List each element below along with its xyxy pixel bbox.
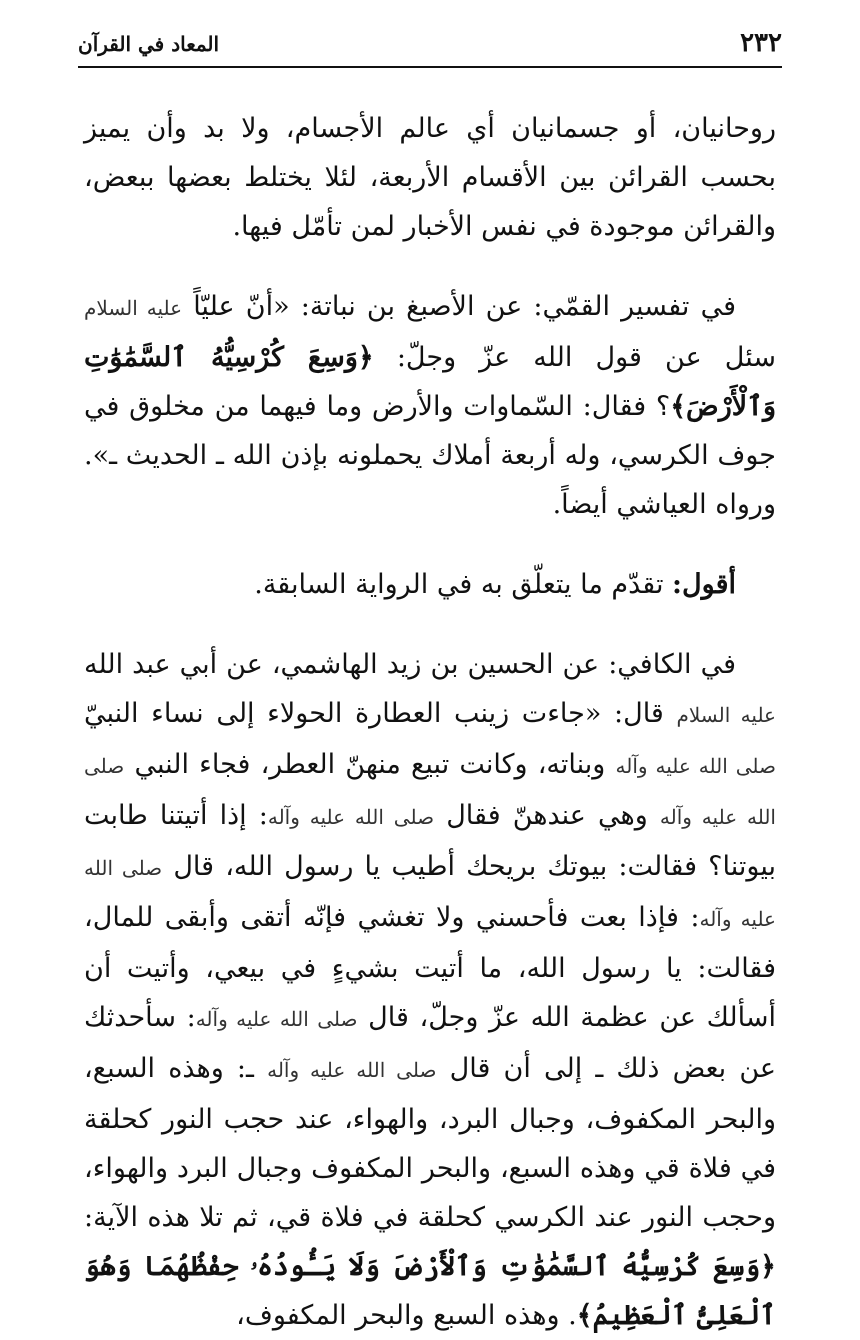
quran-verse: ﴿وَسِعَ كُرْسِيُّهُ ٱلسَّمَٰوَٰتِ وَٱلْأَرْضَ وَلَا يَـُٔودُهُۥ حِفْظُهُمَا وَهُوَ ٱلْعَلِىُّ ٱلْعَظِيمُ﴾ <box>84 1251 776 1331</box>
text-segment: : سأحدثك عن بعض ذلك ـ إلى أن قال <box>84 1002 776 1084</box>
text-segment: ـ: وهذه السبع، والبحر المكفوف، وجبال البرد، والهواء، عند حجب النور كحلقة في فلاة قي وهذه السبع، والبحر المكفوف وجبال البرد والهواء، وحجب النور عند الكرسي كحلقة في فلاة قي، ثم تلا هذه الآية: <box>84 1053 776 1233</box>
text-segment: وبناته، وكانت تبيع منهنّ العطر، فجاء النبي <box>134 749 606 780</box>
honorific-seal: صلى الله عليه وآله <box>195 1007 358 1031</box>
quran-verse: ﴿وَسِعَ كُرْسِيُّهُ ٱلسَّمَٰوَٰتِ وَٱلْأَرْضَ﴾ <box>84 342 776 422</box>
honorific-seal: عليه السلام <box>676 703 776 727</box>
paragraph-continuation: روحانيان، أو جسمانيان أي عالم الأجسام، ولا بد وأن يميز بحسب القرائن بين الأقسام الأربعة، لئلا يختلط بعضها ببعض، والقرائن موجودة في نفس الأخبار لمن تأمّل فيها. <box>84 113 776 242</box>
text-segment: وهي عندهنّ فقال <box>446 800 648 831</box>
honorific-seal: صلى الله عليه وآله <box>267 1058 437 1082</box>
page-header <box>78 26 782 68</box>
lead-word: أقول: <box>672 569 736 600</box>
text-segment: تقدّم ما يتعلّق به في الرواية السابقة. <box>254 569 664 600</box>
text-segment: : فإذا بعت فأحسني ولا تغشي فإنّه أتقى وأبقى للمال، فقالت: يا رسول الله، ما أتيت بشيءٍ في بيعي، وأتيت أن أسألك عن عظمة الله عزّ وجلّ، قال <box>84 902 776 1033</box>
text-segment: . وهذه السبع والبحر المكفوف، <box>236 1300 577 1331</box>
honorific-seal: صلى الله عليه وآله <box>84 856 776 931</box>
paragraph-aqulu <box>84 560 776 609</box>
paragraph-tafsir-qummi <box>84 282 776 529</box>
page-number: ٢٣٢ <box>740 28 782 58</box>
text-segment: ؟ فقال: السّماوات والأرض وما فيهما من مخلوق في جوف الكرسي، وله أربعة أملاك يحملونه بإذن الله ـ الحديث ـ». ورواه العياشي أيضاً. <box>84 391 776 520</box>
text-segment: في الكافي: عن الحسين بن زيد الهاشمي، عن أبي عبد الله <box>84 649 736 680</box>
honorific-seal: صلى الله عليه وآله <box>84 754 776 829</box>
text-segment: قال: «جاءت زينب العطارة الحولاء إلى نساء النبيّ <box>84 698 664 729</box>
honorific-seal: صلى الله عليه وآله <box>267 805 435 829</box>
text-segment: في تفسير القمّي: عن الأصبغ بن نباتة: «أنّ عليّاً <box>193 291 736 322</box>
paragraph-kafi <box>84 640 776 1340</box>
text-segment: سئل عن قول الله عزّ وجلّ: <box>396 342 776 373</box>
running-title: المعاد في القرآن <box>78 32 220 56</box>
body-text <box>84 104 776 1340</box>
text-segment: : إذا أتيتنا طابت بيوتنا؟ فقالت: بيوتك بريحك أطيب يا رسول الله، قال <box>84 800 776 882</box>
honorific-seal: صلى الله عليه وآله <box>615 754 776 778</box>
honorific-seal: عليه السلام <box>84 296 183 320</box>
